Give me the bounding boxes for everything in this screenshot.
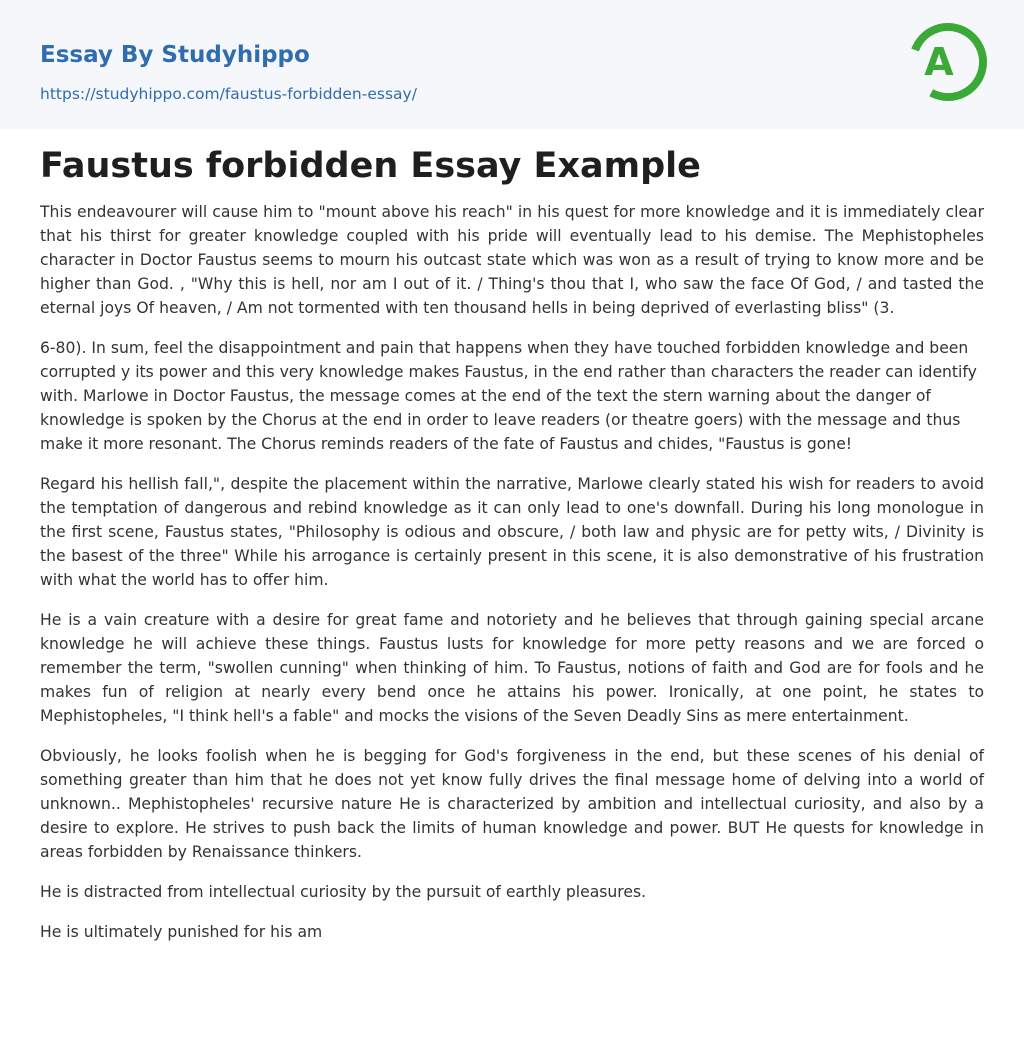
essay-paragraph: 6-80). In sum, feel the disappointment and pain that happens when they have touched forbidden knowledge and been corrupted y its power and this very knowledge makes Faustus, in the end rather than characters the reader can identify with. Marlowe in Doctor Faustus, the message comes at the end of the text the stern warning about the danger of knowledge is spoken by the Chorus at the end in order to leave readers (or theatre goers) with the message and thus make it more resonant. The Chorus reminds readers of the fate of Faustus and chides, "Faustus is gone! xyxy=(40,339,977,453)
essay-paragraph: He is distracted from intellectual curiosity by the pursuit of earthly pleasures. xyxy=(40,883,647,901)
site-brand[interactable]: Essay By Studyhippo xyxy=(40,42,310,68)
essay-paragraph: He is a vain creature with a desire for great fame and notoriety and he believes that through gaining special arcane knowledge he will achieve these things. Faustus lusts for knowledge for more petty reasons and we are forced o remember the term, "swollen cunning" when thinking of him. To Faustus, notions of faith and God are for fools and he makes fun of religion at nearly every bend once he attains his power. Ironically, at one point, he states to Mephistopheles, "I think hell's a fable" and mocks the visions of the Seven Deadly Sins as mere entertainment. xyxy=(40,611,984,725)
studyhippo-logo-icon[interactable] xyxy=(908,16,988,108)
site-header xyxy=(0,0,1024,129)
essay-paragraph: Regard his hellish fall,", despite the placement within the narrative, Marlowe clearly stated his wish for readers to avoid the temptation of dangerous and rebind knowledge as it can only lead to one's downfall. During his long monologue in the first scene, Faustus states, "Philosophy is odious and obscure, / both law and physic are for petty wits, / Divinity is the basest of the three" While his arrogance is certainly present in this scene, it is also demonstrative of his frustration with what the world has to offer him. xyxy=(40,475,984,589)
logo-letter: A xyxy=(924,40,954,84)
essay-title: Faustus forbidden Essay Example xyxy=(40,146,701,186)
essay-paragraph: He is ultimately punished for his am xyxy=(40,923,323,941)
page-url-link[interactable]: https://studyhippo.com/faustus-forbidden-essay/ xyxy=(40,85,417,103)
essay-paragraph: Obviously, he looks foolish when he is begging for God's forgiveness in the end, but these scenes of his denial of something greater than him that he does not yet know fully drives the final message home of delving into a world of unknown.. Mephistopheles' recursive nature He is characterized by ambition and intellectual curiosity, and also by a desire to explore. He strives to push back the limits of human knowledge and power. BUT He quests for knowledge in areas forbidden by Renaissance thinkers. xyxy=(40,747,984,861)
essay-paragraph: This endeavourer will cause him to "mount above his reach" in his quest for more knowledge and it is immediately clear that his thirst for greater knowledge coupled with his pride will eventually lead to his demise. The Mephistopheles character in Doctor Faustus seems to mourn his outcast state which was won as a result of trying to know more and be higher than God. , "Why this is hell, nor am I out of it. / Thing's thou that I, who saw the face Of God, / and tasted the eternal joys Of heaven, / Am not tormented with ten thousand hells in being deprived of everlasting bliss" (3. xyxy=(40,203,984,317)
essay-body xyxy=(40,200,984,960)
